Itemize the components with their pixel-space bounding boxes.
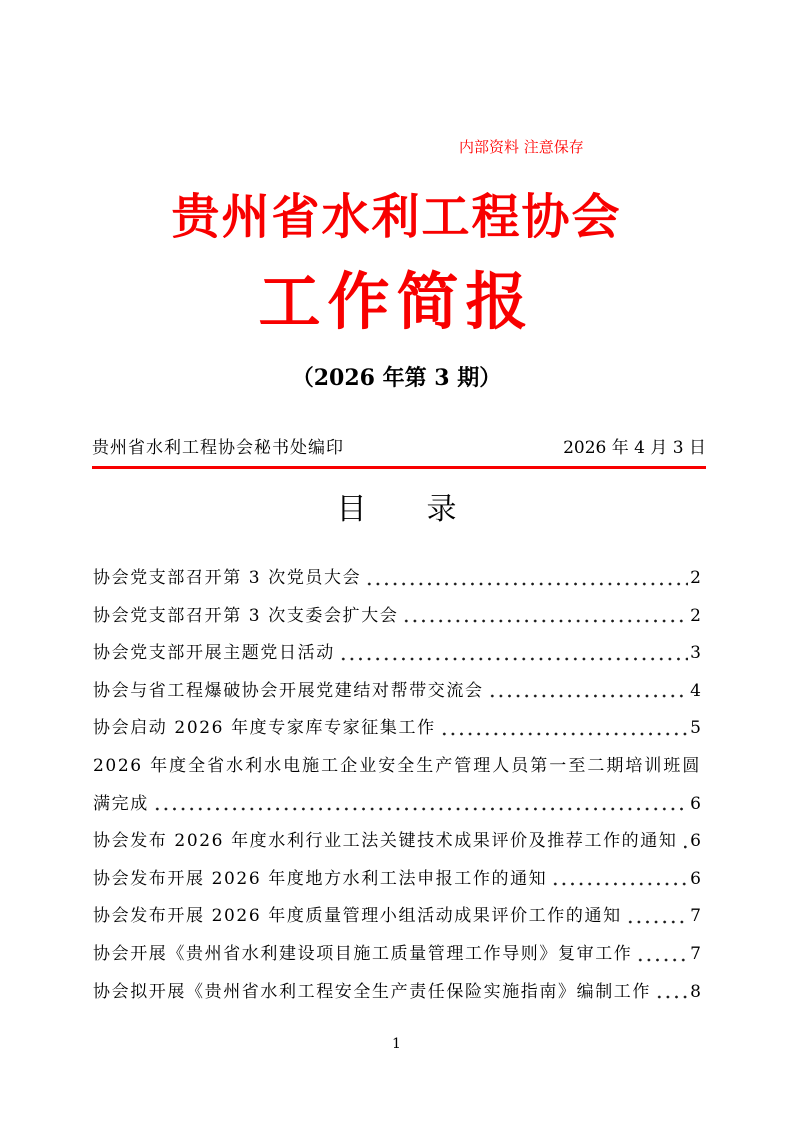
toc-entry-title: 协会开展《贵州省水利建设项目施工质量管理工作导则》复审工作 <box>93 943 633 964</box>
toc-entry <box>93 936 701 974</box>
publish-date: 2026 年 4 月 3 日 <box>563 438 706 458</box>
toc-leader-dots <box>488 673 689 711</box>
toc-entry <box>93 898 701 936</box>
toc-entry-title: 满完成 <box>93 793 149 814</box>
toc-entry-page-number: 7 <box>690 943 701 964</box>
toc-entry-page-number: 7 <box>690 906 701 927</box>
toc-entry <box>93 786 701 824</box>
classification-notice: 内部资料 注意保存 <box>459 138 584 156</box>
toc-leader-dots <box>655 974 688 1012</box>
document-title: 工作简报 <box>258 265 535 338</box>
toc-entry-title: 协会党支部召开第 3 次支委会扩大会 <box>93 605 399 626</box>
toc-leader-dots <box>402 598 688 636</box>
issue-number: （2026 年第 3 期） <box>291 365 502 391</box>
toc-leader-dots <box>626 898 689 936</box>
toc-entry-page-number: 6 <box>690 868 701 889</box>
organization-title: 贵州省水利工程协会 <box>171 189 622 245</box>
page-number: 1 <box>392 1036 401 1052</box>
toc-entry-title: 2026 年度全省水利水电施工企业安全生产管理人员第一至二期培训班圆 <box>93 755 701 776</box>
toc-entry-page-number: 5 <box>690 718 701 739</box>
toc-entry-page-number: 2 <box>690 605 701 626</box>
publisher-name: 贵州省水利工程协会秘书处编印 <box>92 438 344 458</box>
toc-entry <box>93 974 701 1012</box>
toc-entry-title: 协会发布开展 2026 年度质量管理小组活动成果评价工作的通知 <box>93 906 622 927</box>
toc-entry-page-number: 4 <box>690 680 701 701</box>
toc-entry-page-number: 3 <box>690 643 701 664</box>
toc-list <box>93 560 701 1011</box>
toc-entry-title: 协会发布开展 2026 年度地方水利工法申报工作的通知 <box>93 868 548 889</box>
toc-entry-title: 协会拟开展《贵州省水利工程安全生产责任保险实施指南》编制工作 <box>93 981 651 1002</box>
toc-entry <box>93 673 701 711</box>
toc-entry-title: 协会与省工程爆破协会开展党建结对帮带交流会 <box>93 680 484 701</box>
toc-entry-title: 协会启动 2026 年度专家库专家征集工作 <box>93 718 436 739</box>
toc-leader-dots <box>681 823 688 861</box>
toc-leader-dots <box>153 786 688 824</box>
toc-entry <box>93 823 701 861</box>
toc-leader-dots <box>636 936 688 974</box>
toc-heading: 目 录 <box>336 492 457 527</box>
toc-leader-dots <box>440 710 689 748</box>
toc-entry-title: 协会发布 2026 年度水利行业工法关键技术成果评价及推荐工作的通知 <box>93 831 678 852</box>
toc-entry-page-number: 6 <box>690 831 701 852</box>
toc-leader-dots <box>339 635 688 673</box>
toc-entry <box>93 635 701 673</box>
toc-entry <box>93 598 701 636</box>
toc-leader-dots <box>551 861 688 899</box>
toc-entry-title: 协会党支部开展主题党日活动 <box>93 643 335 664</box>
toc-entry <box>93 748 701 786</box>
toc-entry-page-number: 2 <box>690 568 701 588</box>
toc-entry-page-number: 8 <box>690 981 701 1002</box>
toc-entry-page-number: 6 <box>690 793 701 814</box>
toc-entry <box>93 861 701 899</box>
toc-entry <box>93 710 701 748</box>
toc-entry-title: 协会党支部召开第 3 次党员大会 <box>93 568 362 588</box>
toc-leader-dots <box>365 560 688 598</box>
toc-entry <box>93 560 701 598</box>
publisher-row <box>92 436 706 469</box>
